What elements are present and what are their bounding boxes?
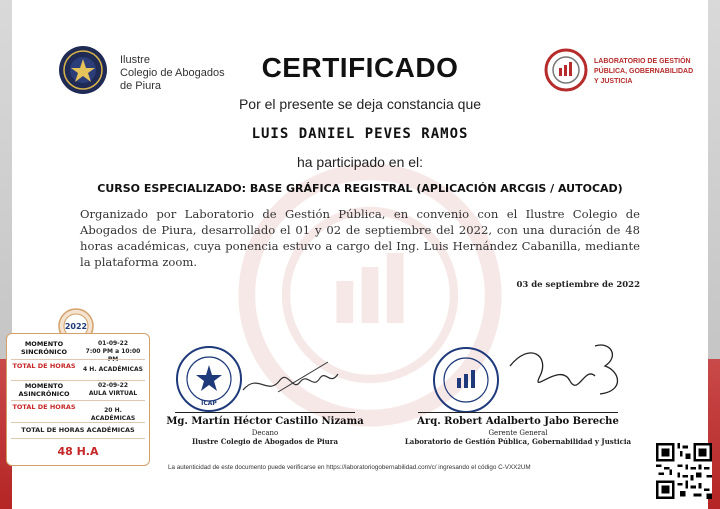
signature-1 [238,352,348,402]
hours-row-value: 4 H. ACADÉMICAS [83,366,143,373]
signer-1-role: Decano [251,429,279,437]
svg-text:ICAP: ICAP [201,400,217,407]
signer-1-name: Mg. Martín Héctor Castillo Nizama [166,416,364,427]
hours-row-value-line1: 02-09-22 [97,382,129,389]
hours-summary-box [6,333,150,466]
certificate-body: Organizado por Laboratorio de Gestión Pública, en convenio con el Ilustre Colegio de Abogados de Piura, desarrollado el 01 y 02 de septiembre del 2022, con una duración de 48 horas académicas, cuya ponencia estuvo a cargo del Ing. Luis Hernández Cabanilla, mediante la plataforma zoom. [80,207,640,269]
certificate-title: CERTIFICADO [261,52,459,83]
hours-row-value-line2: 7:00 PM a 10:00 PM [85,348,141,363]
total-hours-label: TOTAL DE HORAS ACADÉMICAS [21,426,135,434]
hours-row-value [81,340,145,364]
hours-row-label: MOMENTO SINCRÓNICO [21,340,67,356]
badge-year: 2022 [64,322,88,331]
intro-text: Por el presente se deja constancia que [238,96,482,112]
total-hours-value: 48 H.A [57,445,99,458]
lab-logo-text: LABORATORIO DE GESTIÓN PÚBLICA, GOBERNABILIDAD Y JUSTICIA [594,58,694,85]
hours-row-value-line1: 01-09-22 [97,340,129,347]
icap-logo-text: Ilustre Colegio de Abogados de Piura [120,54,225,92]
hours-row-value-line2: AULA VIRTUAL [88,390,138,397]
course-title: CURSO ESPECIALIZADO: BASE GRÁFICA REGISTRAL (APLICACIÓN ARCGIS / AUTOCAD) [97,182,623,195]
hours-row-label: MOMENTO ASINCRÓNICO [18,382,70,398]
hours-row-label: TOTAL DE HORAS [12,403,76,411]
qr-code-icon[interactable] [656,443,712,499]
hours-row-label: TOTAL DE HORAS [12,362,76,370]
participated-text: ha participado en el: [296,154,424,170]
signer-2-role: Gerente General [488,429,548,437]
signer-2-name: Arq. Robert Adalberto Jabo Bereche [417,416,619,427]
hours-row-value [81,382,145,398]
issue-date: 03 de septiembre de 2022 [516,280,640,290]
hours-row-value: 20 H. ACADÉMICAS [90,407,136,422]
verification-note: La autenticidad de este documento puede verificarse en https://laboratoriogobernabilidad.com/c/ ingresando el código C-VXX2UM [168,464,531,471]
recipient-name: LUIS DANIEL PEVES RAMOS [251,126,469,142]
signature-2 [500,336,632,406]
lab-stamp-icon [432,346,500,414]
icap-stamp-icon [175,345,243,413]
signer-1-org: Ilustre Colegio de Abogados de Piura [192,437,338,446]
signer-2-org: Laboratorio de Gestión Pública, Gobernabilidad y Justicia [404,437,632,446]
